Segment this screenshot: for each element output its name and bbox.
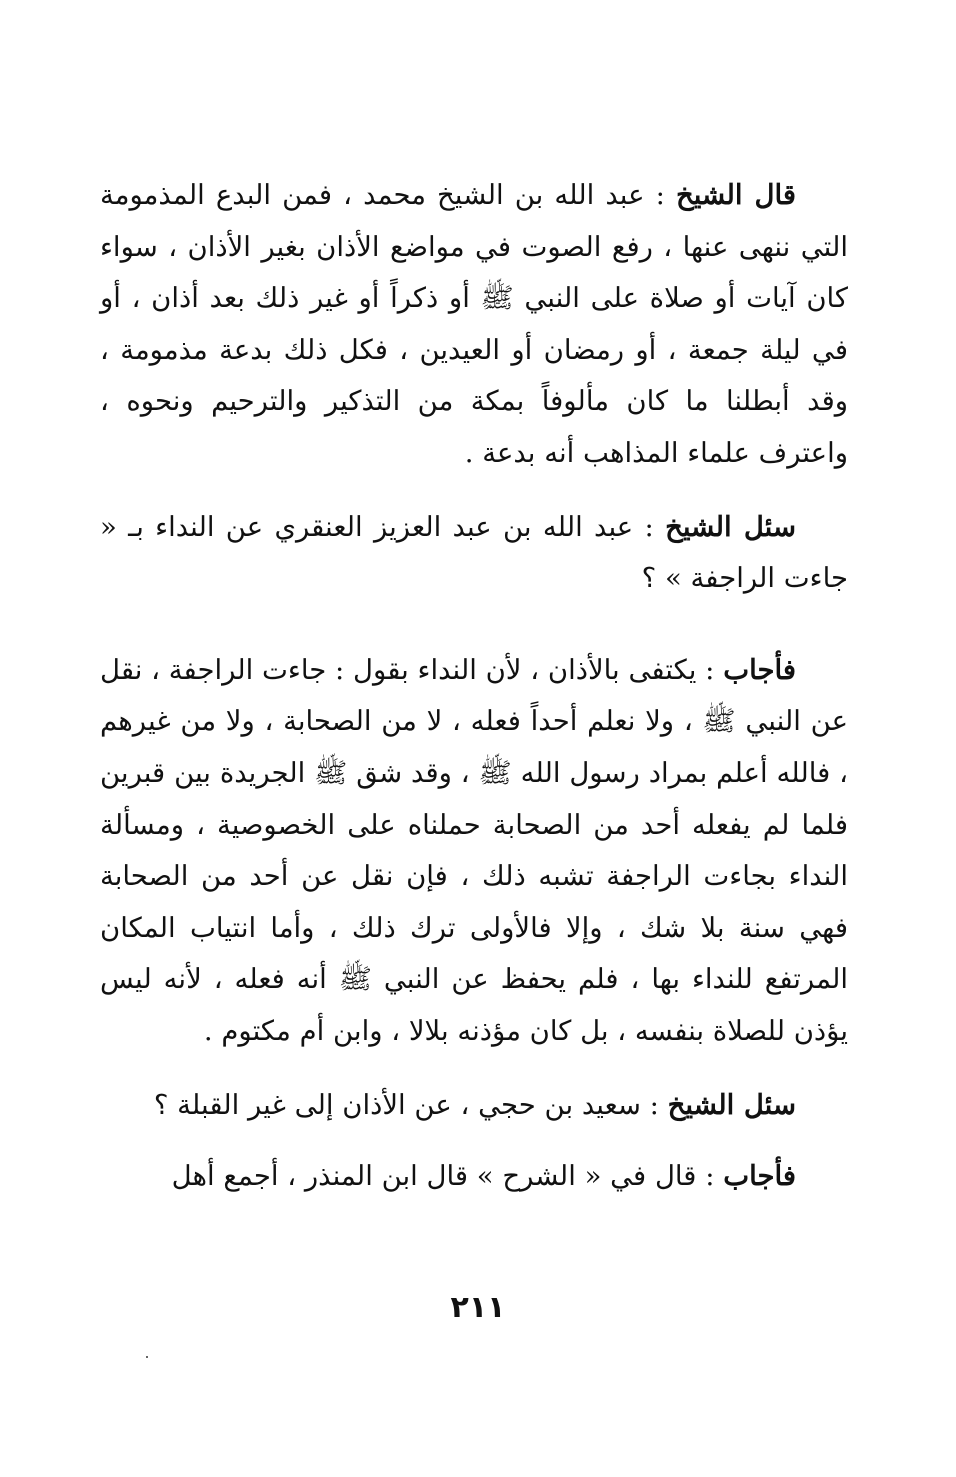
paragraph-5 — [100, 1151, 848, 1203]
paragraph-2-body: : عبد الله بن عبد العزيز العنقري عن النداء بـ « جاءت الراجفة » ؟ — [100, 510, 848, 595]
paragraph-1 — [100, 170, 848, 480]
page-text-block — [100, 170, 848, 1203]
page-number: ٢١١ — [450, 1290, 506, 1325]
paragraph-3-body: : يكتفى بالأذان ، لأن النداء بقول : جاءت الراجفة ، نقل عن النبي ﷺ ، ولا نعلم أحداً فعله ، لا من الصحابة ، ولا من غيرهم ، فالله أعلم بمراد رسول الله ﷺ ، وقد شق ﷺ الجريدة بين قبرين فلما لم يفعله أحد من الصحابة حملناه على الخصوصية ، ومسألة النداء بجاءت الراجفة تشبه ذلك ، فإن نقل عن أحد من الصحابة فهي سنة بلا شك ، وإلا فالأولى ترك ذلك ، وأما انتياب المكان المرتفع للنداء بها ، فلم يحفظ عن النبي ﷺ أنه فعله ، لأنه ليس يؤذن للصلاة بنفسه ، بل كان مؤذنه بلالا ، وابن أم مكتوم . — [100, 653, 848, 1047]
paragraph-2-lead: سئل الشيخ — [665, 510, 797, 543]
paragraph-3 — [100, 645, 848, 1058]
paragraph-2 — [100, 502, 848, 605]
paragraph-4-lead: سئل الشيخ — [667, 1088, 796, 1121]
scan-speck — [146, 1356, 148, 1358]
paragraph-5-lead: فأجاب — [723, 1160, 796, 1193]
paragraph-4-body: : سعيد بن حجي ، عن الأذان إلى غير القبلة ؟ — [153, 1088, 668, 1121]
paragraph-4 — [100, 1080, 848, 1132]
paragraph-5-body: : قال في « الشرح » قال ابن المنذر ، أجمع أهل — [171, 1160, 724, 1193]
paragraph-3-lead: فأجاب — [723, 653, 796, 686]
paragraph-1-lead: قال الشيخ — [675, 179, 796, 211]
paragraph-1-body: : عبد الله بن الشيخ محمد ، فمن البدع المذمومة التي ننهى عنها ، رفع الصوت في مواضع الأذان بغير الأذان ، سواء كان آيات أو صلاة على النبي ﷺ أو ذكراً أو غير ذلك بعد أذان ، أو في ليلة جمعة ، أو رمضان أو العيدين ، فكل ذلك بدعة مذمومة ، وقد أبطلنا ما كان مألوفاً بمكة من التذكير والترحيم ونحوه ، واعترف علماء المذاهب أنه بدعة . — [100, 179, 848, 469]
